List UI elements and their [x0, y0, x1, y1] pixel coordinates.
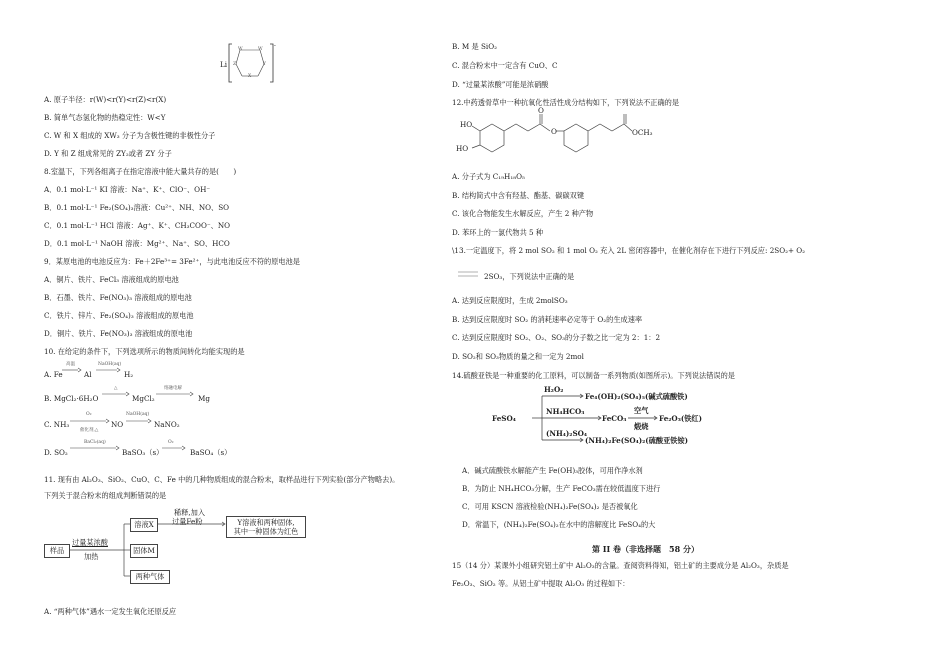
right-column — [452, 0, 922, 672]
q13-stem: \13.一定温度下，将 2 mol SO₂ 和 1 mol O₂ 充入 2L 密闭容器中，在催化剂存在下进行下列反应: 2SO₂+ O₂ — [452, 246, 806, 255]
q12-molecule — [452, 110, 712, 165]
q8-option-d: D．0.1 mol·L⁻¹ NaOH 溶液：Mg²⁺、Na⁺、SO、HCO — [44, 239, 230, 248]
q14-reagent1: H₂O₂ — [544, 385, 564, 394]
q11-option-b: B. M 是 SiO₂ — [452, 42, 497, 51]
q10d-cond2: O₂ — [168, 440, 174, 445]
q9-option-d: D．铜片、铁片、Fe(NO₃)₃ 溶液组成的原电池 — [44, 329, 193, 338]
q14-stem: 14.硫酸亚铁是一种重要的化工原料，可以制备一系列物质(如图所示)。下列说法错误的是 — [452, 371, 735, 380]
q10b-label: B. MgCl₂·6H₂O — [44, 394, 99, 403]
q12-structure — [452, 106, 712, 165]
atom-y: Y — [263, 62, 266, 67]
q11-solution-x-box: 溶液X — [130, 518, 158, 532]
q10c-cond1: O₂ — [86, 412, 92, 417]
q12-option-b: B. 结构简式中含有羟基、酯基、碳碳双键 — [452, 191, 585, 200]
q10b-product: Mg — [198, 394, 210, 403]
q8-stem: 8.室温下，下列各组离子在指定溶液中能大量共存的是( ) — [44, 167, 237, 176]
q12-och3: OCH₃ — [632, 128, 653, 137]
q9-option-c: C．铁片、锌片、Fe₂(SO₄)₃ 溶液组成的原电池 — [44, 311, 194, 320]
q14-start: FeSO₄ — [492, 414, 516, 423]
q8-option-a: A．0.1 mol·L⁻¹ KI 溶液：Na⁺、K⁺、ClO⁻、OH⁻ — [44, 185, 211, 194]
q10c-cond2: NaOH(aq) — [126, 412, 150, 417]
q14-product1: Fe₄(OH)₂(SO₄)₅(碱式硫酸铁) — [585, 392, 688, 401]
q7-option-c: C. W 和 X 组成的 XW₃ 分子为含极性键的非极性分子 — [44, 131, 216, 140]
q11-stem-line2: 下列关于混合粉末的组成判断错误的是 — [44, 491, 167, 500]
q9-stem: 9．某原电池的电池反应为：Fe＋2Fe³⁺= 3Fe²⁺，与此电池反应不符的原电池是 — [44, 257, 300, 266]
q10d-mid: BaSO₃（s） — [122, 448, 164, 457]
q10c-label: C. NH₃ — [44, 420, 70, 429]
q10-option-d — [44, 438, 284, 462]
q14-option-c: C．可用 KSCN 溶液检验(NH₄)₂Fe(SO₄)₂ 是否被氧化 — [462, 502, 638, 511]
q11-stem-line1: 11. 现有由 Al₂O₃、SiO₂、CuO、C、Fe 中的几种物质组成的混合粉末，取样品进行下列实验(部分产物略去)。 — [44, 475, 400, 484]
left-column — [44, 0, 436, 672]
q11-dilute-label1: 稀释,加入 — [174, 508, 206, 517]
q10a-label: A. Fe — [44, 370, 63, 379]
q11-sample-box: 样品 — [44, 544, 70, 558]
q10a-cond2: NaOH(aq) — [98, 362, 122, 367]
q10b-mid: MgCl₂ — [132, 394, 155, 403]
q14-condition-calcine: 煅烧 — [634, 422, 649, 431]
q11-result-line2: 其中一种固体为红色 — [233, 527, 299, 536]
q14-product2b: Fe₂O₃(铁红) — [659, 414, 703, 423]
q12-o-ester: O — [551, 127, 557, 136]
q11-option-c: C. 混合粉末中一定含有 CuO、C — [452, 61, 558, 70]
svg-text:-: - — [274, 43, 276, 49]
q11-dilute-label2: 过量Fe粉 — [172, 517, 203, 526]
section-title: 第 II 卷（非选择题 58 分） — [592, 544, 699, 554]
q7-option-a: A. 原子半径：r(W)<r(Y)<r(Z)<r(X) — [44, 95, 167, 104]
q7-structure — [220, 40, 280, 86]
atom-w2: W — [258, 47, 263, 52]
q13-option-a: A. 达到反应限度时，生成 2molSO₃ — [452, 296, 568, 305]
q10d-label: D. SO₂ — [44, 448, 68, 457]
q13-option-c: C. 达到反应限度时 SO₂、O₂、SO₃的分子数之比一定为 2：1：2 — [452, 333, 661, 342]
q15-line2: Fe₂O₃、SiO₂ 等。从铝土矿中提取 Al₂O₃ 的过程如下： — [452, 579, 630, 588]
q11-result-line1: Y溶液和两种固体, — [237, 518, 295, 527]
q10c-cond1b: 催化剂,△ — [80, 428, 99, 433]
q13-option-d: D. SO₂和 SO₃物质的量之和一定为 2mol — [452, 352, 584, 361]
q11-acid-label2: 加热 — [84, 552, 99, 561]
q11-solid-m-box: 固体M — [130, 544, 158, 558]
q10-option-a — [44, 360, 244, 384]
q12-option-a: A. 分子式为 C₁₉H₁₈O₅ — [452, 172, 525, 181]
atom-x: X — [248, 74, 252, 79]
q10c-product: NaNO₂ — [154, 420, 180, 429]
q10b-cond2: 熔融电解 — [164, 386, 182, 391]
q10-option-c — [44, 410, 244, 436]
q10-stem: 10. 在给定的条件下，下列选项所示的物质间转化均能实现的是 — [44, 347, 245, 356]
q11-option-d: D. “过量某浓酸”可能是浓硝酸 — [452, 80, 549, 89]
q14-flowchart — [492, 384, 762, 454]
q13-stem-line2: 2SO₃，下列说法中正确的是 — [484, 272, 575, 281]
q12-o-carbonyl: O — [538, 106, 544, 115]
q14-product2: FeCO₃ — [602, 414, 627, 423]
q10a-cond1: 高温 — [66, 362, 75, 367]
q8-option-b: B．0.1 mol·L⁻¹ Fe₂(SO₄)₃溶液：Cu²⁺、NH、NO、SO — [44, 203, 230, 212]
q11-option-a: A. “两种气体”遇水一定发生氧化还原反应 — [44, 607, 177, 616]
q10a-arrows — [44, 360, 244, 384]
q13-option-b: B. 达到反应限度时 SO₂ 的消耗速率必定等于 O₂的生成速率 — [452, 315, 643, 324]
q14-condition-air: 空气 — [634, 406, 649, 415]
q12-stem: 12.中药透骨草中一种抗氧化性活性成分结构如下，下列说法不正确的是 — [452, 98, 680, 107]
q9-option-b: B．石墨、铁片、Fe(NO₃)₃ 溶液组成的原电池 — [44, 293, 192, 302]
q15-line1: 15（14 分）某课外小组研究铝土矿中 Al₂O₃的含量。查阅资料得知，铝土矿的主要成分是 Al₂O₃，杂质是 — [452, 561, 789, 570]
q10b-cond1: △ — [114, 386, 118, 391]
q8-option-c: C．0.1 mol·L⁻¹ HCl 溶液：Ag⁺、K⁺、CH₃COO⁻、NO — [44, 221, 230, 230]
q12-option-c: C. 该化合物能发生水解反应，产生 2 种产物 — [452, 209, 594, 218]
q10-option-b — [44, 384, 304, 408]
li-label: Li — [220, 60, 228, 69]
q11-flowchart — [44, 504, 314, 584]
q10d-arrows — [44, 438, 284, 462]
q12-ho-bottom: HO — [456, 144, 469, 153]
q10c-mid: NO — [111, 420, 124, 429]
atom-w1: W — [238, 47, 243, 52]
q12-option-d: D. 苯环上的一氯代物共 5 种 — [452, 228, 544, 237]
q14-option-d: D．常温下，(NH₄)₂Fe(SO₄)₂在水中的溶解度比 FeSO₄的大 — [462, 520, 656, 529]
q10d-product: BaSO₄（s） — [190, 448, 232, 457]
q11-acid-label1: 过量某浓酸 — [72, 538, 108, 547]
q14-product3: (NH₄)₂Fe(SO₄)₂(硫酸亚铁铵) — [585, 436, 689, 445]
q14-option-a: A．碱式硫酸铁水解能产生 Fe(OH)₃胶体，可用作净水剂 — [462, 466, 643, 475]
q10a-product: H₂ — [124, 370, 134, 379]
q7-option-d: D. Y 和 Z 组成常见的 ZY₂或者 ZY 分子 — [44, 149, 172, 158]
q10a-mid: Al — [84, 370, 92, 379]
atom-z: Z — [233, 62, 237, 67]
q9-option-a: A．铜片、铁片、FeCl₃ 溶液组成的原电池 — [44, 275, 179, 284]
q11-result-box — [226, 516, 306, 538]
q11-gas-box: 两种气体 — [130, 570, 170, 584]
q7-option-b: B. 简单气态氢化物的热稳定性：W<Y — [44, 113, 166, 122]
q14-option-b: B．为防止 NH₄HCO₃分解，生产 FeCO₃需在较低温度下进行 — [462, 484, 661, 493]
q14-reagent2: NH₄HCO₃ — [546, 407, 585, 416]
q14-reagent3: (NH₄)₂SO₄ — [546, 429, 588, 438]
q10d-cond1: BaCl₂(aq) — [84, 440, 106, 445]
q12-ho-top: HO — [460, 120, 473, 129]
